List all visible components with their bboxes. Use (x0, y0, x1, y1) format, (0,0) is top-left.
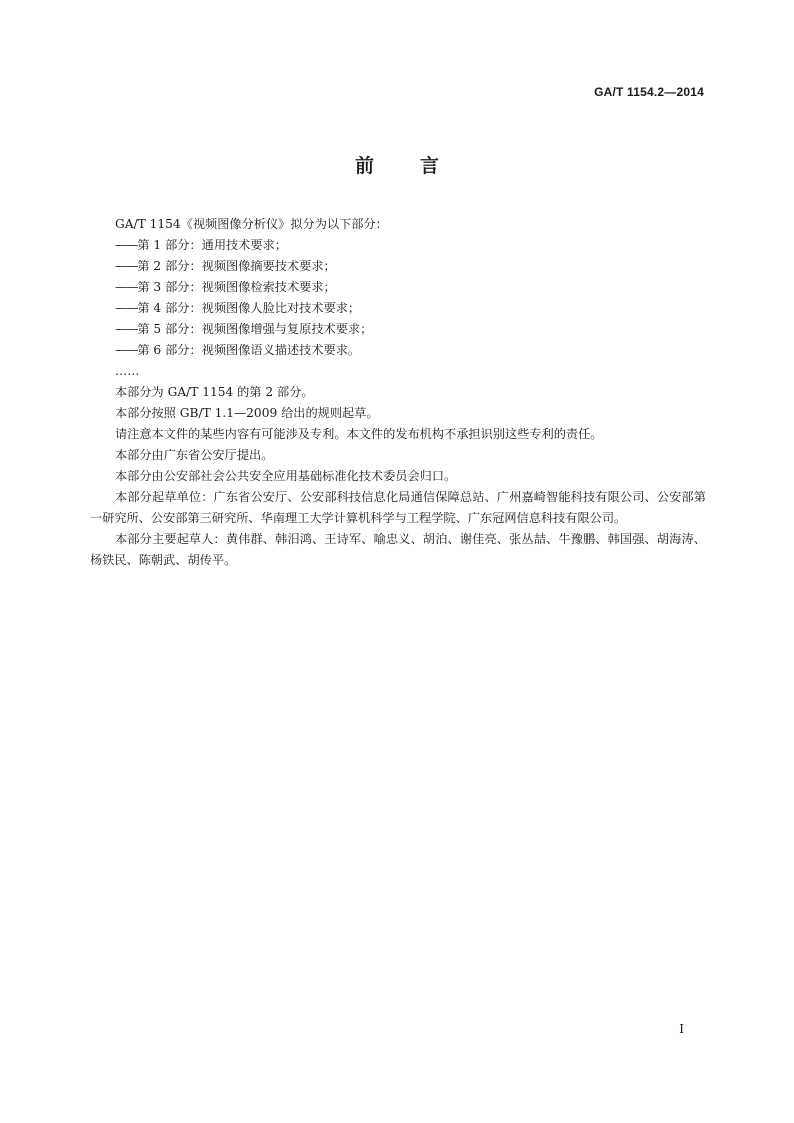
standard-code: GA/T 1154.2—2014 (594, 85, 704, 99)
ellipsis-line: …… (115, 364, 140, 378)
dash-mark: —— (115, 322, 138, 336)
part-text: 第 6 部分：视频图像语义描述技术要求。 (137, 343, 361, 357)
part-text: 第 3 部分：视频图像检索技术要求； (137, 280, 336, 294)
part-text: 第 2 部分：视频图像摘要技术要求； (137, 259, 336, 273)
part-text: 第 1 部分：通用技术要求； (137, 238, 287, 252)
intro-paragraph: GA/T 1154《视频图像分析仪》拟分为以下部分： (115, 217, 388, 231)
part-item-2 (90, 256, 706, 277)
document-body (90, 214, 706, 571)
dash-mark: —— (115, 343, 138, 357)
page-title: 前言 (354, 155, 485, 177)
drafting-rules-paragraph: 本部分按照 GB/T 1.1—2009 给出的规则起草。 (115, 406, 379, 420)
part-text: 第 4 部分：视频图像人脸比对技术要求； (137, 301, 361, 315)
part-item-4 (90, 298, 706, 319)
committee-paragraph: 本部分由公安部社会公共安全应用基础标准化技术委员会归口。 (115, 469, 457, 483)
dash-mark: —— (115, 301, 138, 315)
dash-mark: —— (115, 238, 138, 252)
drafting-units-paragraph: 本部分起草单位：广东省公安厅、公安部科技信息化局通信保障总站、广州嘉崎智能科技有限公司、公安部第一研究所、公安部第三研究所、华南理工大学计算机科学与工程学院、广东冠网信息科技有限公司。 (90, 490, 706, 525)
dash-mark: —— (115, 259, 138, 273)
part-item-3 (90, 277, 706, 298)
proposer-paragraph: 本部分由广东省公安厅提出。 (115, 448, 274, 462)
part-item-1 (90, 235, 706, 256)
part-text: 第 5 部分：视频图像增强与复原技术要求； (137, 322, 373, 336)
scope-paragraph: 本部分为 GA/T 1154 的第 2 部分。 (115, 385, 314, 399)
dash-mark: —— (115, 280, 138, 294)
drafters-paragraph: 本部分主要起草人：黄伟群、韩汨鸿、王诗军、喻忠义、胡泊、谢佳亮、张丛喆、牛豫鹏、韩国强、胡海涛、杨铁民、陈朝武、胡传平。 (90, 532, 706, 567)
patent-notice-paragraph: 请注意本文件的某些内容有可能涉及专利。本文件的发布机构不承担识别这些专利的责任。 (115, 427, 603, 441)
page-number: I (679, 1022, 684, 1036)
part-item-6 (90, 340, 706, 361)
part-item-5 (90, 319, 706, 340)
